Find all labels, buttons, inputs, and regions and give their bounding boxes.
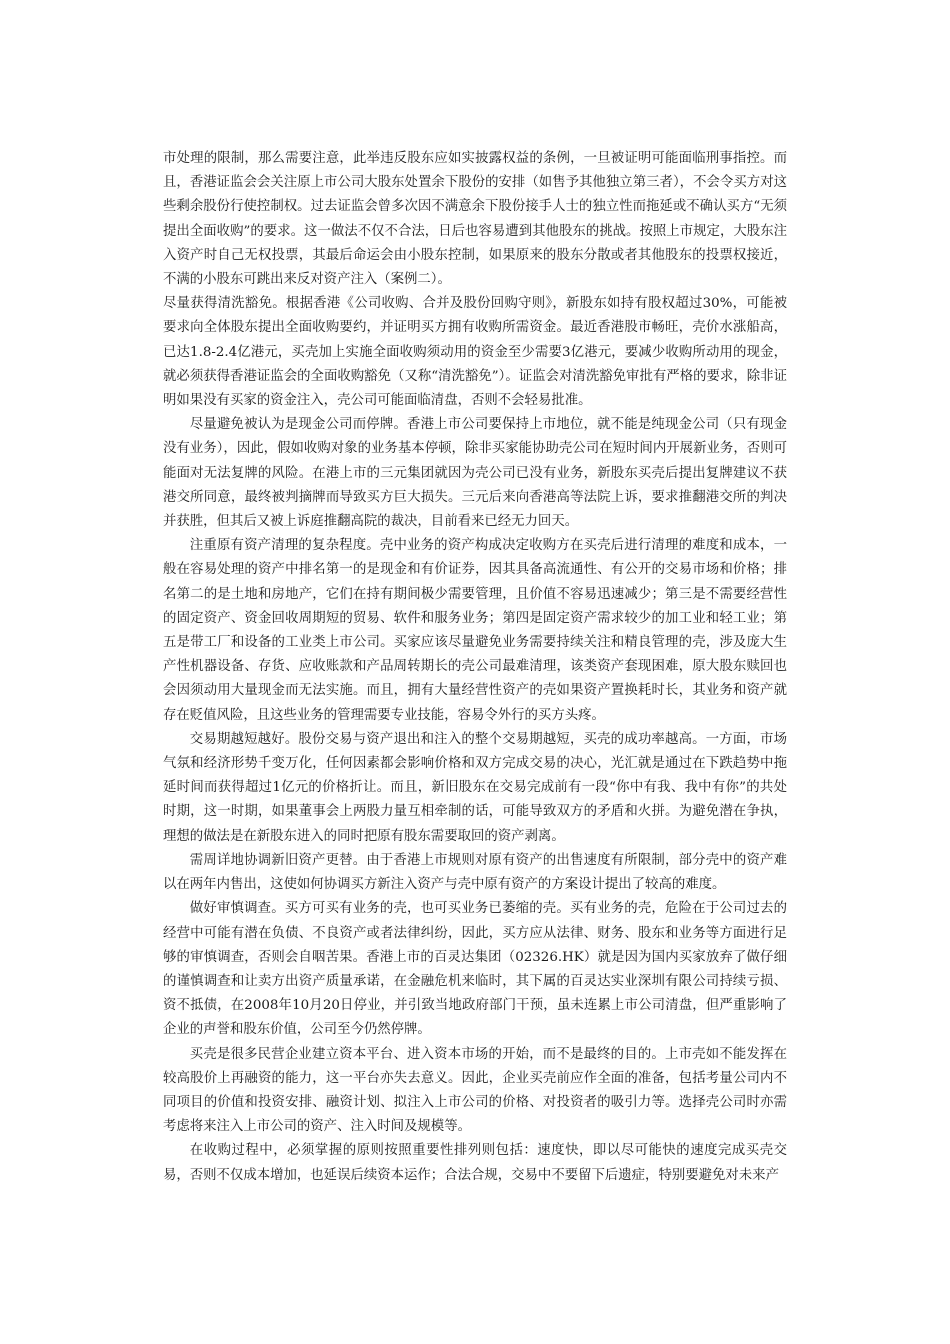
- paragraph: 交易期越短越好。股份交易与资产退出和注入的整个交易期越短，买壳的成功率越高。一方面，市场气氛和经济形势千变万化，任何因素都会影响价格和双方完成交易的决心，光汇就是通过在下跌趋势中拖延时间而获得超过1亿元的价格折让。而且，新旧股东在交易完成前有一段“你中有我、我中有你”的共处时期，这一时期，如果董事会上两股力量互相牵制的话，可能导致双方的矛盾和火拼。为避免潜在争执，理想的做法是在新股东进入的同时把原有股东需要取回的资产剥离。: [163, 731, 787, 844]
- paragraph: 尽量避免被认为是现金公司而停牌。香港上市公司要保持上市地位，就不能是纯现金公司（只有现金没有业务），因此，假如收购对象的业务基本停顿，除非买家能协助壳公司在短时间内开展新业务，否则可能面对无法复牌的风险。在港上市的三元集团就因为壳公司已没有业务，新股东买壳后提出复牌建议不获港交所同意，最终被判摘牌而导致买方巨大损失。三元后来向香港高等法院上诉，要求推翻港交所的判决并获胜，但其后又被上诉庭推翻高院的裁决，目前看来已经无力回天。: [163, 417, 787, 530]
- paragraph: 需周详地协调新旧资产更替。由于香港上市规则对原有资产的出售速度有所限制，部分壳中的资产难以在两年内售出，这使如何协调买方新注入资产与壳中原有资产的方案设计提出了较高的难度。: [163, 852, 787, 893]
- paragraph: 注重原有资产清理的复杂程度。壳中业务的资产构成决定收购方在买壳后进行清理的难度和成本，一般在容易处理的资产中排名第一的是现金和有价证券，因其具备高流通性、有公开的交易市场和价格；排名第二的是土地和房地产，它们在持有期间极少需要管理，且价值不容易迅速减少；第三是不需要经营性的固定资产、资金回收周期短的贸易、软件和服务业务；第四是固定资产需求较少的加工业和轻工业；第五是带工厂和设备的工业类上市公司。买家应该尽量避免业务需要持续关注和精良管理的壳，涉及庞大生产性机器设备、存货、应收账款和产品周转期长的壳公司最难清理，该类资产套现困难，原大股东赎回也会因须动用大量现金而无法实施。而且，拥有大量经营性资产的壳如果资产置换耗时长，其业务和资产就存在贬值风险，且这些业务的管理需要专业技能，容易令外行的买方头疼。: [163, 538, 787, 723]
- paragraph: 买壳是很多民营企业建立资本平台、进入资本市场的开始，而不是最终的目的。上市壳如不能发挥在较高股价上再融资的能力，这一平台亦失去意义。因此，企业买壳前应作全面的准备，包括考量公司内不同项目的价值和投资安排、融资计划、拟注入上市公司的价格、对投资者的吸引力等。选择壳公司时亦需考虑将来注入上市公司的资产、注入时间及规模等。: [163, 1046, 787, 1135]
- paragraph: 尽量获得清洗豁免。根据香港《公司收购、合并及股份回购守则》，新股东如持有股权超过30%，可能被要求向全体股东提出全面收购要约，并证明买方拥有收购所需资金。最近香港股市畅旺，壳价水涨船高，已达1.8-2.4亿港元，买壳加上实施全面收购须动用的资金至少需要3亿港元，要减少收购所动用的现金，就必须获得香港证监会的全面收购豁免（又称“清洗豁免”）。证监会对清洗豁免审批有严格的要求，除非证明如果没有买家的资金注入，壳公司可能面临清盘，否则不会轻易批准。: [163, 296, 787, 409]
- document-page: [163, 147, 787, 1188]
- paragraph: 在收购过程中，必须掌握的原则按照重要性排列则包括：速度快，即以尽可能快的速度完成买壳交易，否则不仅成本增加，也延误后续资本运作；合法合规，交易中不要留下后遗症，特别要避免对未来产: [163, 1143, 787, 1183]
- paragraph: 市处理的限制，那么需要注意，此举违反股东应如实披露权益的条例，一旦被证明可能面临刑事指控。而且，香港证监会会关注原上市公司大股东处置余下股份的安排（如售予其他独立第三者），不会令买方对这些剩余股份行使控制权。过去证监会曾多次因不满意余下股份接手人士的独立性而拖延或不确认买方“无须提出全面收购”的要求。这一做法不仅不合法，日后也容易遭到其他股东的挑战。按照上市规定，大股东注入资产时自己无权投票，其最后命运会由小股东控制，如果原来的股东分散或者其他股东的投票权接近，不满的小股东可跳出来反对资产注入（案例二）。: [163, 151, 787, 288]
- paragraph: 做好审慎调查。买方可买有业务的壳，也可买业务已萎缩的壳。买有业务的壳，危险在于公司过去的经营中可能有潜在负债、不良资产或者法律纠纷，因此，买方应从法律、财务、股东和业务等方面进行足够的审慎调查，否则会自咽苦果。香港上市的百灵达集团（02326.HK）就是因为国内买家放弃了做仔细的谨慎调查和让卖方出资产质量承诺，在金融危机来临时，其下属的百灵达实业深圳有限公司持续亏损、资不抵债，在2008年10月20日停业，并引致当地政府部门干预，虽未连累上市公司清盘，但严重影响了企业的声誉和股东价值，公司至今仍然停牌。: [163, 901, 787, 1038]
